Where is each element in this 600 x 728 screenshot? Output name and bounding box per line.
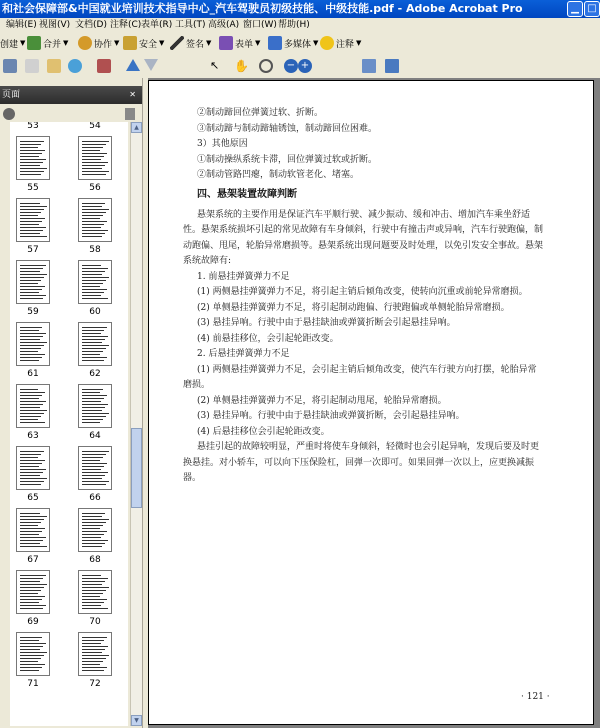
panel-scrollbar[interactable] [130, 122, 142, 726]
print-icon[interactable] [3, 59, 17, 73]
options-icon[interactable] [3, 108, 15, 120]
text-line: (1) 两侧悬挂弹簧弹力不足，将引起主销后倾角改变，使转向沉重或前轮异常磨损。 [197, 287, 528, 297]
sign-button[interactable] [170, 35, 211, 51]
thumbnail-page-number: 67 [27, 555, 39, 565]
thumbnail-page-number: 66 [89, 493, 101, 503]
navigation-toolbar [0, 54, 600, 79]
select-cursor-icon[interactable]: ↖ [210, 59, 220, 72]
maximize-button[interactable]: □ [584, 1, 600, 17]
text-line: ①制动操纵系统卡滞，回位弹簧过软或折断。 [197, 154, 378, 165]
thumbnail-image [78, 322, 112, 366]
window-title: 和社会保障部&中国就业培训技术指导中心_汽车驾驶员初级技能、中级技能.pdf - Adobe Acrobat Pro [2, 2, 523, 15]
text-line: (2) 单侧悬挂弹簧弹力不足，将引起制动跑偏、行驶跑偏或单侧轮胎异常磨损。 [197, 302, 510, 313]
text-line: 性。悬架系统损坏引起的常见故障有车身倾斜，行驶中有撞击声或异响，汽车行驶跑偏，制 [183, 225, 544, 235]
combine-icon [27, 36, 41, 50]
form-icon [219, 36, 233, 50]
thumbnail-image [16, 322, 50, 366]
text-line: ②制动蹄回位弹簧过软、折断。 [197, 108, 324, 118]
menu-bar [0, 18, 600, 33]
text-line: 2. 后悬挂弹簧弹力不足 [197, 349, 290, 359]
thumbnail-page-number: 64 [89, 431, 101, 441]
thumbnail-image [78, 508, 112, 552]
thumbnail-page-number: 54 [89, 122, 101, 131]
sign-label: 签名 [186, 39, 205, 50]
thumbnail-page-number: 58 [89, 245, 101, 255]
thumbnail-image [78, 136, 112, 180]
pages-panel [0, 78, 142, 728]
multimedia-label: 多媒体 [284, 39, 312, 50]
menu-edit[interactable]: 编辑(E) [6, 20, 37, 30]
lock-icon [123, 36, 137, 50]
save-icon[interactable] [25, 59, 39, 73]
scroll-thumb[interactable] [131, 428, 142, 508]
combine-button[interactable] [27, 35, 68, 51]
thumbnail-page-number: 68 [89, 555, 101, 565]
text-line: 器。 [183, 473, 202, 483]
create-button[interactable] [0, 35, 25, 51]
forms-button[interactable] [219, 35, 260, 51]
text-line: (1) 两侧悬挂弹簧弹力不足，会引起主销后倾角改变，使汽车行驶方向打摆，轮胎异常 [197, 364, 537, 375]
thumbnail-image [78, 384, 112, 428]
text-line: 3）其他原因 [197, 139, 248, 149]
thumbnail-image [78, 260, 112, 304]
collaborate-icon [78, 36, 92, 50]
thumbnail-page-number: 65 [27, 493, 39, 503]
thumbnail-page-number: 71 [27, 679, 39, 689]
task-toolbar [0, 32, 600, 55]
attachment-icon[interactable] [97, 59, 111, 73]
menu-window[interactable]: 窗口(W) [243, 20, 277, 30]
panel-title: 页面 [2, 90, 21, 100]
trash-icon[interactable] [125, 108, 135, 120]
thumbnail-page-number: 70 [89, 617, 101, 627]
thumbnail-page-number: 57 [27, 245, 39, 255]
text-line: 系统故障有: [183, 256, 232, 266]
text-line: (4) 前悬挂移位，会引起轮距改变。 [197, 333, 339, 344]
fit-page-icon[interactable] [362, 59, 376, 73]
thumbnail-page-number: 72 [89, 679, 101, 689]
collaborate-label: 协作 [94, 39, 113, 50]
forms-label: 表单 [235, 39, 254, 50]
pen-icon [170, 36, 184, 50]
thumbnail-image [78, 446, 112, 490]
text-line: (4) 后悬挂移位会引起轮距改变。 [197, 426, 330, 437]
combine-label: 合并 [43, 39, 62, 50]
thumbnail-image [78, 198, 112, 242]
text-line: ②制动管路凹瘪，制动软管老化、堵塞。 [197, 170, 360, 180]
text-line: 悬挂引起的故障较明显，严重时将使车身倾斜，轻微时也会引起异响，发现后要及时更 [197, 442, 540, 452]
thumbnail-image [16, 260, 50, 304]
text-line: 1. 前悬挂弹簧弹力不足 [197, 271, 290, 282]
secure-button[interactable] [123, 35, 164, 51]
text-line: ③制动蹄与制动蹄轴锈蚀，制动蹄回位困难。 [197, 123, 378, 134]
text-line: (3) 悬挂异响。行驶中由于悬挂缺油或弹簧折断，会引起悬挂异响。 [197, 411, 465, 421]
chevron-down-icon: ▼ [114, 39, 120, 47]
thumbnail-image [78, 632, 112, 676]
thumbnail-page-number: 53 [27, 122, 39, 131]
thumbnail-image [16, 508, 50, 552]
text-line: 动跑偏、甩尾，轮胎异常磨损等。悬架系统出现问题要及时处理，以免引发安全事故。悬架 [183, 240, 544, 251]
comment-button[interactable] [320, 35, 361, 51]
thumbnail-image [78, 570, 112, 614]
thumbnail-image [16, 446, 50, 490]
thumbnail-page-number: 62 [89, 369, 101, 379]
comment-icon [320, 36, 334, 50]
collaborate-button[interactable] [78, 35, 119, 51]
thumbnail-image [16, 570, 50, 614]
thumbnail-page-number: 56 [89, 183, 101, 193]
chevron-down-icon: ▼ [206, 39, 212, 47]
chevron-down-icon: ▼ [255, 39, 261, 47]
thumbnail-page-number: 61 [27, 369, 39, 379]
thumbnail-image [16, 632, 50, 676]
menu-tools[interactable]: 工具(T) [175, 20, 206, 30]
text-line: (2) 单侧悬挂弹簧弹力不足，将引起制动甩尾，轮胎异常磨损。 [197, 395, 447, 406]
panel-toolbar [0, 106, 142, 122]
create-label: 创建 [0, 39, 19, 50]
menu-document[interactable]: 文档(D) [75, 20, 107, 30]
menu-comments[interactable]: 注释(C) [110, 20, 142, 30]
menu-view[interactable]: 视图(V) [39, 20, 71, 30]
hand-icon[interactable]: ✋ [234, 59, 249, 73]
title-bar [0, 0, 600, 18]
multimedia-icon [268, 36, 282, 50]
thumbnail-list [10, 122, 128, 726]
thumbnail-page-number: 60 [89, 307, 101, 317]
thumbnail-page-number: 63 [27, 431, 39, 441]
text-line: (3) 悬挂异响。行驶中由于悬挂缺油或弹簧折断会引起悬挂异响。 [197, 318, 456, 328]
chevron-down-icon: ▼ [63, 39, 69, 47]
secure-label: 安全 [139, 39, 158, 50]
minimize-button[interactable]: ▁ [567, 1, 583, 17]
text-line: 悬架系统的主要作用是保证汽车平顺行驶、减少振动、缓和冲击、增加汽车乘坐舒适 [197, 209, 531, 220]
zoom-tool-icon[interactable] [259, 59, 273, 73]
previous-page-icon[interactable] [126, 59, 140, 71]
page-number: · 121 · [521, 692, 550, 702]
fit-width-icon[interactable] [385, 59, 399, 73]
chevron-down-icon: ▼ [20, 39, 26, 47]
close-icon[interactable]: ✕ [129, 90, 136, 99]
thumbnail-page-number: 59 [27, 307, 39, 317]
globe-icon[interactable] [68, 59, 82, 73]
zoom-in-icon[interactable]: + [298, 59, 312, 73]
pdf-page [148, 80, 594, 725]
scroll-down-button[interactable]: ▼ [131, 715, 142, 726]
multimedia-button[interactable] [268, 35, 318, 51]
text-line: 换悬挂。对小轿车，可以向下压保险杠，回弹一次即可。如果回弹一次以上，应更换减振 [183, 457, 535, 468]
menu-forms[interactable]: 表单(R) [141, 20, 173, 30]
text-line: 磨损。 [183, 380, 211, 390]
section-heading: 四、悬架装置故障判断 [197, 188, 297, 200]
menu-advanced[interactable]: 高级(A) [208, 20, 240, 30]
chevron-down-icon: ▼ [313, 39, 319, 47]
scroll-up-button[interactable]: ▲ [131, 122, 142, 133]
chevron-down-icon: ▼ [356, 39, 362, 47]
comment-label: 注释 [336, 39, 355, 50]
document-area [148, 78, 600, 728]
zoom-out-icon[interactable]: − [284, 59, 298, 73]
panel-header [0, 86, 142, 104]
next-page-icon[interactable] [144, 59, 158, 71]
thumbnail-image [16, 384, 50, 428]
email-icon[interactable] [47, 59, 61, 73]
thumbnail-page-number: 69 [27, 617, 39, 627]
chevron-down-icon: ▼ [159, 39, 165, 47]
thumbnail-page-number: 55 [27, 183, 39, 193]
menu-help[interactable]: 帮助(H) [278, 20, 310, 30]
thumbnail-image [16, 198, 50, 242]
thumbnail-image [16, 136, 50, 180]
